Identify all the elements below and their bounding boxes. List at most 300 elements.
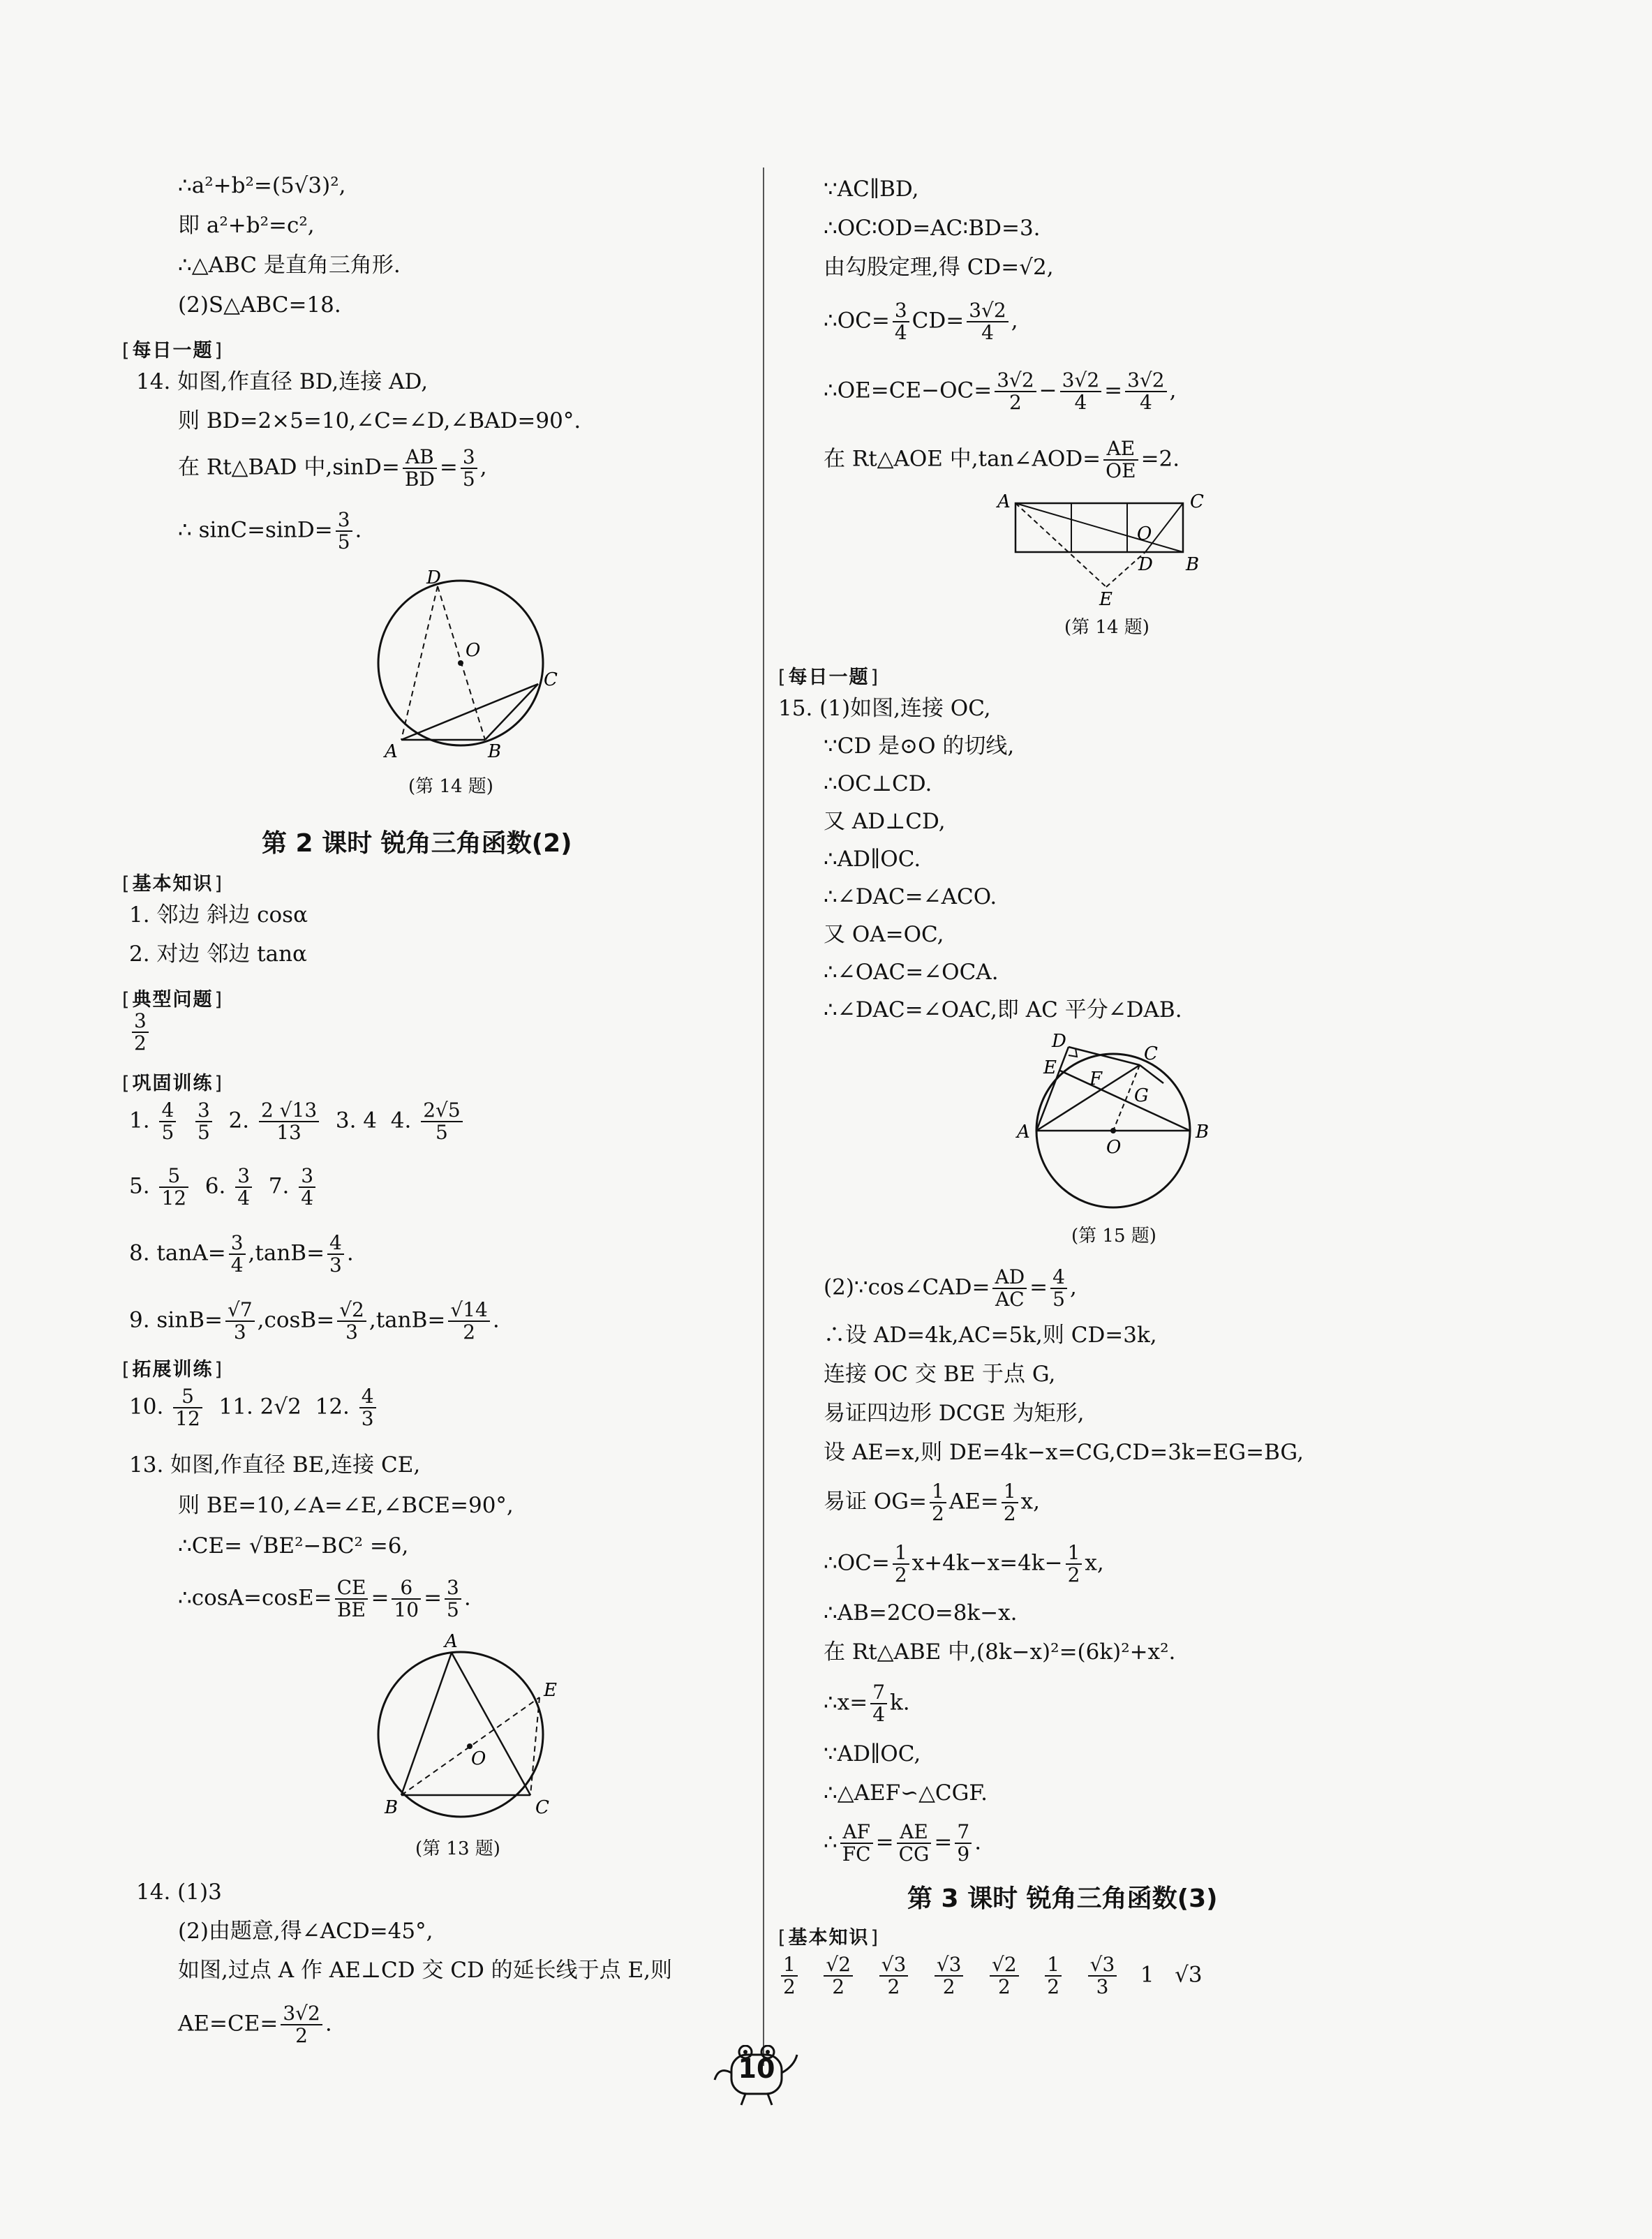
label-o: O	[466, 640, 481, 661]
fraction	[461, 447, 477, 490]
denominator: 5	[447, 1598, 459, 1621]
label-e: E	[544, 1680, 557, 1701]
text-line	[824, 370, 1176, 413]
denominator: 2	[942, 1975, 955, 1998]
fraction	[824, 1954, 853, 1998]
text-span: ,tanB=	[369, 1307, 446, 1333]
figure-caption: (第 15 题)	[1071, 1226, 1156, 1247]
text-line: ∴△AEF∽△CGF.	[824, 1780, 988, 1806]
fraction	[445, 1577, 461, 1621]
text-span: ∴ sinC=sinD=	[178, 517, 333, 543]
label-o: O	[1137, 523, 1152, 544]
denominator: 4	[894, 321, 907, 344]
text-line: ∴∠DAC=∠ACO.	[824, 884, 997, 909]
text-line: 易证四边形 DCGE 为矩形,	[824, 1401, 1085, 1426]
text-span: k.	[890, 1690, 910, 1716]
text-line: ∴∠DAC=∠OAC,即 AC 平分∠DAB.	[824, 997, 1182, 1022]
fraction	[1002, 1481, 1018, 1524]
text-span: 2.	[228, 1108, 250, 1133]
section-tag: [ 每日一题 ]	[778, 662, 879, 689]
text-span: .	[346, 1240, 354, 1266]
fraction	[1066, 1542, 1082, 1586]
denominator: 2	[463, 1321, 476, 1344]
fraction	[195, 1100, 212, 1143]
numerator: 1	[1002, 1481, 1018, 1503]
text-line: 13. 如图,作直径 BE,连接 CE,	[129, 1452, 421, 1478]
fraction	[327, 1233, 344, 1276]
denominator: 3	[361, 1407, 374, 1430]
text-line: ∴OC∶OD=AC∶BD=3.	[824, 216, 1041, 241]
denominator: 3	[329, 1254, 342, 1277]
numerator: 4	[359, 1386, 376, 1408]
text-span: =	[424, 1585, 442, 1611]
text-span: .	[355, 517, 362, 543]
fraction	[335, 1577, 369, 1621]
numerator: AB	[403, 447, 437, 469]
fraction	[448, 1300, 489, 1343]
figure-caption: (第 13 题)	[415, 1838, 500, 1859]
fraction	[1088, 1954, 1117, 1998]
fraction	[225, 1300, 255, 1343]
text-span: ∴OC=	[824, 308, 890, 334]
text-line: 连接 OC 交 BE 于点 G,	[824, 1362, 1056, 1387]
fraction	[281, 2003, 322, 2046]
label-o: O	[471, 1748, 486, 1769]
label-b: B	[385, 1797, 399, 1818]
section-title: 第 3 课时 锐角三角函数(3)	[907, 1884, 1218, 1913]
text-line: 由勾股定理,得 CD=√2,	[824, 255, 1054, 280]
numerator: √7	[225, 1300, 255, 1322]
numerator: 7	[955, 1822, 972, 1844]
fraction	[955, 1822, 972, 1865]
text-span: ,	[1169, 378, 1177, 403]
figure-13-circle	[359, 1633, 569, 1836]
text-span: 11. 2√2	[218, 1394, 302, 1420]
arm-left	[715, 2071, 731, 2080]
numerator: 3	[461, 447, 477, 469]
text-span: =	[934, 1829, 953, 1855]
fraction	[392, 1577, 421, 1621]
numerator: √3	[1088, 1954, 1117, 1977]
denominator: 2	[1047, 1975, 1060, 1998]
denominator: 4	[1074, 391, 1087, 414]
denominator: BD	[404, 468, 435, 491]
figure-14-circle	[359, 565, 569, 768]
text-line: (2)S△ABC=18.	[178, 292, 341, 318]
text-line: 2. 对边 邻边 tanα	[129, 942, 307, 967]
denominator: 5	[462, 468, 475, 491]
text-span: ,tanB=	[248, 1240, 325, 1266]
label-a: A	[385, 741, 398, 762]
fraction	[299, 1166, 315, 1209]
denominator: 2	[894, 1563, 907, 1586]
section-tag: [ 典型问题 ]	[122, 984, 223, 1011]
text-span: 6.	[204, 1173, 226, 1199]
text-span: ∴OE=CE−OC=	[824, 378, 992, 403]
tangent-extension	[1140, 1065, 1163, 1083]
text-line	[129, 1233, 354, 1276]
text-line	[178, 2003, 332, 2046]
fraction	[992, 1267, 1027, 1310]
text-span: ,	[1011, 308, 1018, 334]
fraction	[935, 1954, 964, 1998]
text-line: 15. (1)如图,连接 OC,	[778, 696, 991, 721]
numerator: 4	[1050, 1267, 1067, 1289]
text-span: 3. 4	[335, 1108, 378, 1133]
denominator: 4	[872, 1703, 886, 1726]
text-span: =	[1029, 1274, 1048, 1300]
section-title: 第 2 课时 锐角三角函数(2)	[262, 829, 572, 858]
denominator: 4	[981, 321, 994, 344]
fraction	[132, 1011, 149, 1054]
label-c: C	[1190, 492, 1204, 512]
denominator: 2	[932, 1502, 944, 1525]
text-line	[129, 1011, 151, 1054]
numerator: 3	[229, 1233, 246, 1255]
label-f: F	[1089, 1069, 1103, 1089]
numerator: 2 √13	[259, 1100, 319, 1122]
text-line: (2)由题意,得∠ACD=45°,	[178, 1919, 433, 1944]
text-line: 如图,过点 A 作 AE⊥CD 交 CD 的延长线于点 E,则	[178, 1958, 673, 1983]
text-span: ,	[479, 454, 487, 480]
text-line: ∴AB=2CO=8k−x.	[824, 1600, 1018, 1626]
fraction	[879, 1954, 909, 1998]
fraction	[1125, 370, 1166, 413]
numerator: 3√2	[967, 300, 1008, 322]
denominator: 2	[134, 1032, 147, 1055]
denominator: 3	[233, 1321, 246, 1344]
text-line	[824, 1542, 1104, 1586]
text-span: 4.	[390, 1108, 412, 1133]
text-line: ∴AD∥OC.	[824, 847, 921, 872]
text-line: 则 BD=2×5=10,∠C=∠D,∠BAD=90°.	[178, 408, 581, 433]
text-span: ∴cosA=cosE=	[178, 1585, 332, 1611]
denominator: 2	[783, 1975, 796, 1998]
fraction	[259, 1100, 319, 1143]
fraction	[840, 1822, 873, 1865]
denominator: 5	[1052, 1288, 1065, 1311]
page-number: 10	[738, 2053, 775, 2084]
segment-ad	[401, 586, 438, 740]
numerator: 3	[195, 1100, 212, 1122]
text-line: ∴a²+b²=(5√3)²,	[178, 173, 346, 198]
text-line	[129, 1100, 466, 1143]
text-span: AE=	[948, 1489, 999, 1515]
text-span: =	[439, 454, 458, 480]
figure-caption: (第 14 题)	[408, 776, 493, 797]
numerator: AD	[992, 1267, 1027, 1289]
text-span: 1.	[129, 1108, 150, 1133]
text-span: 10.	[129, 1394, 164, 1420]
denominator: 2	[1067, 1563, 1080, 1586]
fraction	[1060, 370, 1101, 413]
text-line: 在 Rt△ABE 中,(8k−x)²=(6k)²+x².	[824, 1639, 1176, 1665]
fraction	[173, 1386, 202, 1429]
numerator: 3	[132, 1011, 149, 1033]
text-span: ∴x=	[824, 1690, 868, 1716]
numerator: √3	[879, 1954, 909, 1977]
label-b: B	[488, 741, 502, 762]
denominator: 5	[337, 530, 350, 553]
right-angle-mark	[1069, 1048, 1077, 1057]
page-number-badge	[705, 2045, 803, 2108]
text-line	[824, 1481, 1040, 1524]
text-span: 7.	[268, 1173, 290, 1199]
text-line: 14. (1)3	[136, 1880, 222, 1905]
numerator: √3	[935, 1954, 964, 1977]
text-line: ∴∠OAC=∠OCA.	[824, 960, 999, 985]
numerator: AF	[840, 1822, 873, 1844]
fraction	[930, 1481, 946, 1524]
section-tag: [ 拓展训练 ]	[122, 1354, 223, 1381]
fraction	[995, 370, 1036, 413]
label-b: B	[1196, 1122, 1210, 1143]
fraction	[990, 1954, 1019, 1998]
denominator: 12	[175, 1407, 200, 1430]
text-line	[178, 509, 362, 553]
text-span: =	[1104, 378, 1123, 403]
label-d: D	[1052, 1033, 1066, 1052]
fraction	[359, 1386, 376, 1429]
section-tag: [ 巩固训练 ]	[122, 1068, 223, 1095]
numerator: 7	[870, 1682, 887, 1704]
numerator: 3	[893, 300, 909, 322]
text-span: .	[492, 1307, 500, 1333]
label-o: O	[1106, 1137, 1122, 1158]
text-line	[129, 1386, 379, 1429]
text-line: ∵AC∥BD,	[824, 177, 919, 202]
fraction	[229, 1233, 246, 1276]
denominator: 4	[1139, 391, 1152, 414]
numerator: 3	[336, 509, 352, 532]
numerator: 2√5	[421, 1100, 462, 1122]
text-line: ∴CE= √BE²−BC² =6,	[178, 1533, 409, 1559]
text-line	[129, 1300, 500, 1343]
text-line: 又 OA=OC,	[824, 922, 944, 947]
label-e: E	[1043, 1057, 1057, 1078]
text-span: 1	[1140, 1962, 1154, 1988]
text-line: ∴OC⊥CD.	[824, 771, 932, 796]
arm-right	[782, 2055, 797, 2073]
denominator: 2	[832, 1975, 845, 1998]
numerator: CE	[335, 1577, 369, 1600]
numerator: 3√2	[1060, 370, 1101, 392]
text-span: =	[371, 1585, 389, 1611]
figure-15-circle	[1002, 1033, 1225, 1214]
column-divider	[763, 168, 764, 2066]
fraction	[159, 1100, 176, 1143]
text-line	[824, 1822, 981, 1865]
text-line: 又 AD⊥CD,	[824, 809, 946, 834]
center-point	[458, 660, 463, 666]
label-a: A	[1017, 1122, 1030, 1143]
numerator: 4	[327, 1233, 344, 1255]
text-span: 易证 OG=	[824, 1489, 928, 1515]
text-line	[129, 1166, 318, 1209]
label-a: A	[445, 1633, 458, 1652]
segment-ac	[452, 1653, 530, 1795]
fraction	[897, 1822, 932, 1865]
numerator: 4	[159, 1100, 176, 1122]
segment-bc	[485, 684, 538, 740]
numerator: 1	[893, 1542, 909, 1565]
numerator: 6	[392, 1577, 421, 1600]
text-span: .	[463, 1585, 471, 1611]
denominator: 2	[1009, 391, 1022, 414]
denominator: OE	[1106, 459, 1136, 482]
text-span: =	[875, 1829, 894, 1855]
denominator: 2	[1003, 1502, 1016, 1525]
numerator: √14	[448, 1300, 489, 1322]
text-line	[178, 1577, 471, 1621]
text-span: ,	[1069, 1274, 1077, 1300]
text-span: .	[974, 1829, 982, 1855]
numerator: 5	[159, 1166, 188, 1188]
numerator: √2	[337, 1300, 366, 1322]
text-span: 5.	[129, 1173, 150, 1199]
fraction	[781, 1954, 798, 1998]
center-point	[1110, 1128, 1116, 1133]
numerator: 1	[1045, 1954, 1062, 1977]
section-tag: [ 基本知识 ]	[778, 1922, 879, 1949]
label-c: C	[544, 669, 558, 690]
text-line: ∵CD 是⊙O 的切线,	[824, 734, 1015, 759]
fraction	[1045, 1954, 1062, 1998]
fraction	[967, 300, 1008, 343]
section-tag: [ 基本知识 ]	[122, 868, 223, 895]
numerator: 1	[781, 1954, 798, 1977]
numerator: 3√2	[995, 370, 1036, 392]
text-span: CD=	[911, 308, 965, 334]
numerator: 3√2	[281, 2003, 322, 2025]
text-span: ∴OC=	[824, 1550, 890, 1576]
text-span: ,cosB=	[257, 1307, 335, 1333]
text-span: AE=CE=	[178, 2011, 278, 2037]
label-c: C	[535, 1797, 549, 1818]
text-span: 在 Rt△AOE 中,tan∠AOD=	[824, 446, 1101, 472]
label-d: D	[1138, 554, 1153, 575]
figure-caption: (第 14 题)	[1064, 617, 1149, 638]
text-span: =2.	[1140, 446, 1180, 472]
figure-14-rectangle	[988, 492, 1253, 611]
numerator: 3	[299, 1166, 315, 1188]
fraction	[159, 1166, 188, 1209]
denominator: 5	[161, 1121, 174, 1144]
label-e: E	[1099, 589, 1113, 610]
denominator: 12	[161, 1187, 187, 1210]
text-line	[824, 300, 1018, 343]
denominator: 5	[436, 1121, 448, 1144]
fraction	[893, 300, 909, 343]
leg-left	[741, 2094, 745, 2105]
fraction	[870, 1682, 887, 1725]
fraction	[337, 1300, 366, 1343]
label-b: B	[1186, 554, 1200, 575]
text-span: 9. sinB=	[129, 1307, 223, 1333]
label-a: A	[997, 492, 1011, 512]
text-line	[824, 1267, 1077, 1310]
fraction	[1050, 1267, 1067, 1310]
text-span: 8. tanA=	[129, 1240, 226, 1266]
numerator: 3	[445, 1577, 461, 1600]
text-span: 在 Rt△BAD 中,sinD=	[178, 454, 400, 480]
denominator: 13	[276, 1121, 302, 1144]
segment-ce	[530, 1697, 539, 1795]
denominator: 2	[887, 1975, 900, 1998]
numerator: √2	[824, 1954, 853, 1977]
text-line: 设 AE=x,则 DE=4k−x=CG,CD=3k=EG=BG,	[824, 1440, 1304, 1465]
numerator: 3√2	[1125, 370, 1166, 392]
denominator: 4	[301, 1187, 314, 1210]
fraction	[421, 1100, 462, 1143]
text-span: x,	[1085, 1550, 1104, 1576]
denominator: 5	[197, 1121, 210, 1144]
text-span: 12.	[315, 1394, 350, 1420]
text-line: 即 a²+b²=c²,	[178, 213, 315, 238]
numerator: 1	[930, 1481, 946, 1503]
denominator: 10	[394, 1598, 419, 1621]
denominator: 3	[1096, 1975, 1109, 1998]
text-line: 则 BE=10,∠A=∠E,∠BCE=90°,	[178, 1493, 514, 1518]
text-line	[824, 438, 1180, 482]
text-line: ∴△ABC 是直角三角形.	[178, 253, 401, 278]
fraction	[1103, 438, 1138, 482]
numerator: 3	[235, 1166, 252, 1188]
denominator: AC	[995, 1288, 1025, 1311]
text-span: x+4k−x=4k−	[911, 1550, 1063, 1576]
fraction	[235, 1166, 252, 1209]
segment-ab	[401, 1653, 452, 1795]
section-tag: [ 每日一题 ]	[122, 335, 223, 362]
text-line: ∴设 AD=4k,AC=5k,则 CD=3k,	[824, 1323, 1157, 1348]
denominator: BE	[336, 1598, 366, 1621]
text-span: .	[325, 2011, 332, 2037]
text-line: 14. 如图,作直径 BD,连接 AD,	[136, 369, 429, 394]
text-line	[778, 1954, 1203, 1998]
text-line: 1. 邻边 斜边 cosα	[129, 902, 308, 928]
denominator: 2	[295, 2024, 308, 2047]
text-span: (2)∵cos∠CAD=	[824, 1274, 990, 1300]
denominator: FC	[842, 1843, 871, 1866]
numerator: 1	[1066, 1542, 1082, 1565]
label-d: D	[426, 567, 441, 588]
numerator: 5	[173, 1386, 202, 1408]
denominator: 4	[237, 1187, 251, 1210]
text-line	[824, 1682, 910, 1725]
fraction	[336, 509, 352, 553]
text-span: ∴	[824, 1829, 838, 1855]
denominator: 2	[997, 1975, 1011, 1998]
text-line	[178, 447, 487, 490]
text-span: √3	[1175, 1962, 1203, 1988]
label-g: G	[1134, 1085, 1149, 1106]
numerator: AE	[897, 1822, 932, 1844]
text-line: ∵AD∥OC,	[824, 1741, 921, 1766]
fraction	[403, 447, 437, 490]
leg-right	[768, 2094, 772, 2105]
numerator: AE	[1103, 438, 1138, 461]
fraction	[893, 1542, 909, 1586]
denominator: 4	[230, 1254, 244, 1277]
text-span: −	[1039, 378, 1057, 403]
numerator: √2	[990, 1954, 1019, 1977]
denominator: 9	[957, 1843, 970, 1866]
denominator: CG	[898, 1843, 930, 1866]
label-c: C	[1144, 1043, 1158, 1064]
denominator: 3	[345, 1321, 358, 1344]
segment-ab	[1015, 503, 1183, 552]
text-span: x,	[1020, 1489, 1041, 1515]
